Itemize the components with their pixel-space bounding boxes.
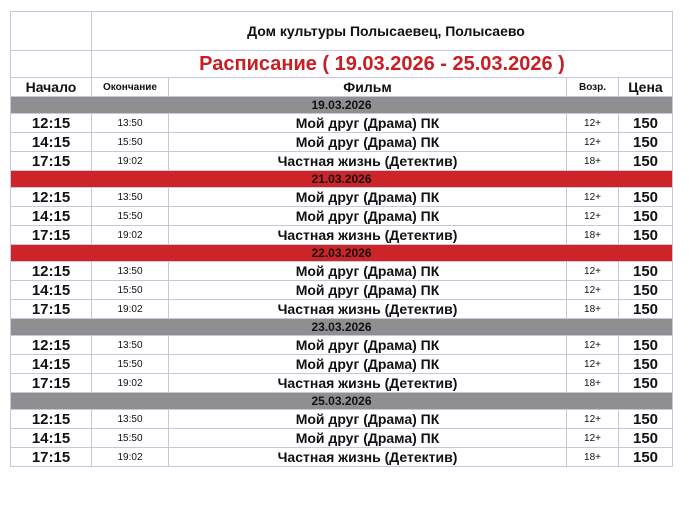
- showtime-row: [11, 448, 673, 467]
- showtime-row: [11, 410, 673, 429]
- showtime-row: [11, 336, 673, 355]
- age-rating: 12+: [567, 355, 619, 374]
- column-header-price: Цена: [619, 78, 673, 97]
- start-time: 14:15: [11, 429, 92, 448]
- ticket-price: 150: [619, 410, 673, 429]
- schedule-table: [10, 11, 673, 467]
- ticket-price: 150: [619, 429, 673, 448]
- schedule-body: [11, 12, 673, 467]
- title-row: [11, 51, 673, 78]
- column-header-end: Окончание: [92, 78, 169, 97]
- film-title: Мой друг (Драма) ПК: [169, 207, 567, 226]
- showtime-row: [11, 207, 673, 226]
- end-time: 13:50: [92, 188, 169, 207]
- column-header-age: Возр.: [567, 78, 619, 97]
- showtime-row: [11, 429, 673, 448]
- showtime-row: [11, 152, 673, 171]
- age-rating: 18+: [567, 448, 619, 467]
- start-time: 14:15: [11, 133, 92, 152]
- start-time: 17:15: [11, 226, 92, 245]
- ticket-price: 150: [619, 114, 673, 133]
- end-time: 13:50: [92, 336, 169, 355]
- start-time: 12:15: [11, 336, 92, 355]
- age-rating: 12+: [567, 133, 619, 152]
- film-title: Мой друг (Драма) ПК: [169, 355, 567, 374]
- film-title: Частная жизнь (Детектив): [169, 226, 567, 245]
- end-time: 13:50: [92, 114, 169, 133]
- age-rating: 12+: [567, 114, 619, 133]
- ticket-price: 150: [619, 355, 673, 374]
- date-label: 23.03.2026: [11, 319, 673, 336]
- end-time: 13:50: [92, 262, 169, 281]
- date-row: [11, 171, 673, 188]
- start-time: 12:15: [11, 188, 92, 207]
- start-time: 12:15: [11, 410, 92, 429]
- end-time: 19:02: [92, 448, 169, 467]
- ticket-price: 150: [619, 262, 673, 281]
- start-time: 14:15: [11, 281, 92, 300]
- showtime-row: [11, 133, 673, 152]
- ticket-price: 150: [619, 152, 673, 171]
- ticket-price: 150: [619, 133, 673, 152]
- ticket-price: 150: [619, 300, 673, 319]
- ticket-price: 150: [619, 374, 673, 393]
- date-label: 19.03.2026: [11, 97, 673, 114]
- start-time: 17:15: [11, 448, 92, 467]
- age-rating: 12+: [567, 410, 619, 429]
- age-rating: 12+: [567, 262, 619, 281]
- age-rating: 18+: [567, 374, 619, 393]
- date-row: [11, 393, 673, 410]
- date-row: [11, 245, 673, 262]
- end-time: 19:02: [92, 300, 169, 319]
- film-title: Частная жизнь (Детектив): [169, 448, 567, 467]
- film-title: Мой друг (Драма) ПК: [169, 429, 567, 448]
- column-header-start: Начало: [11, 78, 92, 97]
- film-title: Мой друг (Драма) ПК: [169, 336, 567, 355]
- end-time: 15:50: [92, 281, 169, 300]
- date-label: 25.03.2026: [11, 393, 673, 410]
- showtime-row: [11, 300, 673, 319]
- ticket-price: 150: [619, 336, 673, 355]
- end-time: 15:50: [92, 207, 169, 226]
- film-title: Мой друг (Драма) ПК: [169, 188, 567, 207]
- film-title: Мой друг (Драма) ПК: [169, 281, 567, 300]
- ticket-price: 150: [619, 226, 673, 245]
- schedule-title: Расписание ( 19.03.2026 - 25.03.2026 ): [92, 51, 673, 78]
- end-time: 19:02: [92, 152, 169, 171]
- film-title: Мой друг (Драма) ПК: [169, 410, 567, 429]
- start-time: 12:15: [11, 262, 92, 281]
- ticket-price: 150: [619, 207, 673, 226]
- blank-cell: [11, 12, 92, 51]
- end-time: 13:50: [92, 410, 169, 429]
- start-time: 17:15: [11, 152, 92, 171]
- end-time: 19:02: [92, 226, 169, 245]
- showtime-row: [11, 281, 673, 300]
- column-header-film: Фильм: [169, 78, 567, 97]
- blank-cell: [11, 51, 92, 78]
- end-time: 19:02: [92, 374, 169, 393]
- film-title: Мой друг (Драма) ПК: [169, 133, 567, 152]
- film-title: Мой друг (Драма) ПК: [169, 114, 567, 133]
- start-time: 17:15: [11, 300, 92, 319]
- start-time: 12:15: [11, 114, 92, 133]
- age-rating: 18+: [567, 300, 619, 319]
- date-label: 21.03.2026: [11, 171, 673, 188]
- start-time: 14:15: [11, 355, 92, 374]
- column-header-row: [11, 78, 673, 97]
- showtime-row: [11, 374, 673, 393]
- film-title: Мой друг (Драма) ПК: [169, 262, 567, 281]
- showtime-row: [11, 262, 673, 281]
- venue-row: [11, 12, 673, 51]
- age-rating: 12+: [567, 207, 619, 226]
- venue-name: Дом культуры Полысаевец, Полысаево: [92, 12, 673, 51]
- showtime-row: [11, 355, 673, 374]
- ticket-price: 150: [619, 448, 673, 467]
- start-time: 14:15: [11, 207, 92, 226]
- showtime-row: [11, 188, 673, 207]
- ticket-price: 150: [619, 188, 673, 207]
- film-title: Частная жизнь (Детектив): [169, 374, 567, 393]
- age-rating: 12+: [567, 281, 619, 300]
- age-rating: 18+: [567, 226, 619, 245]
- age-rating: 18+: [567, 152, 619, 171]
- start-time: 17:15: [11, 374, 92, 393]
- end-time: 15:50: [92, 355, 169, 374]
- date-row: [11, 319, 673, 336]
- age-rating: 12+: [567, 336, 619, 355]
- age-rating: 12+: [567, 188, 619, 207]
- showtime-row: [11, 114, 673, 133]
- age-rating: 12+: [567, 429, 619, 448]
- film-title: Частная жизнь (Детектив): [169, 300, 567, 319]
- showtime-row: [11, 226, 673, 245]
- film-title: Частная жизнь (Детектив): [169, 152, 567, 171]
- date-label: 22.03.2026: [11, 245, 673, 262]
- ticket-price: 150: [619, 281, 673, 300]
- end-time: 15:50: [92, 429, 169, 448]
- end-time: 15:50: [92, 133, 169, 152]
- date-row: [11, 97, 673, 114]
